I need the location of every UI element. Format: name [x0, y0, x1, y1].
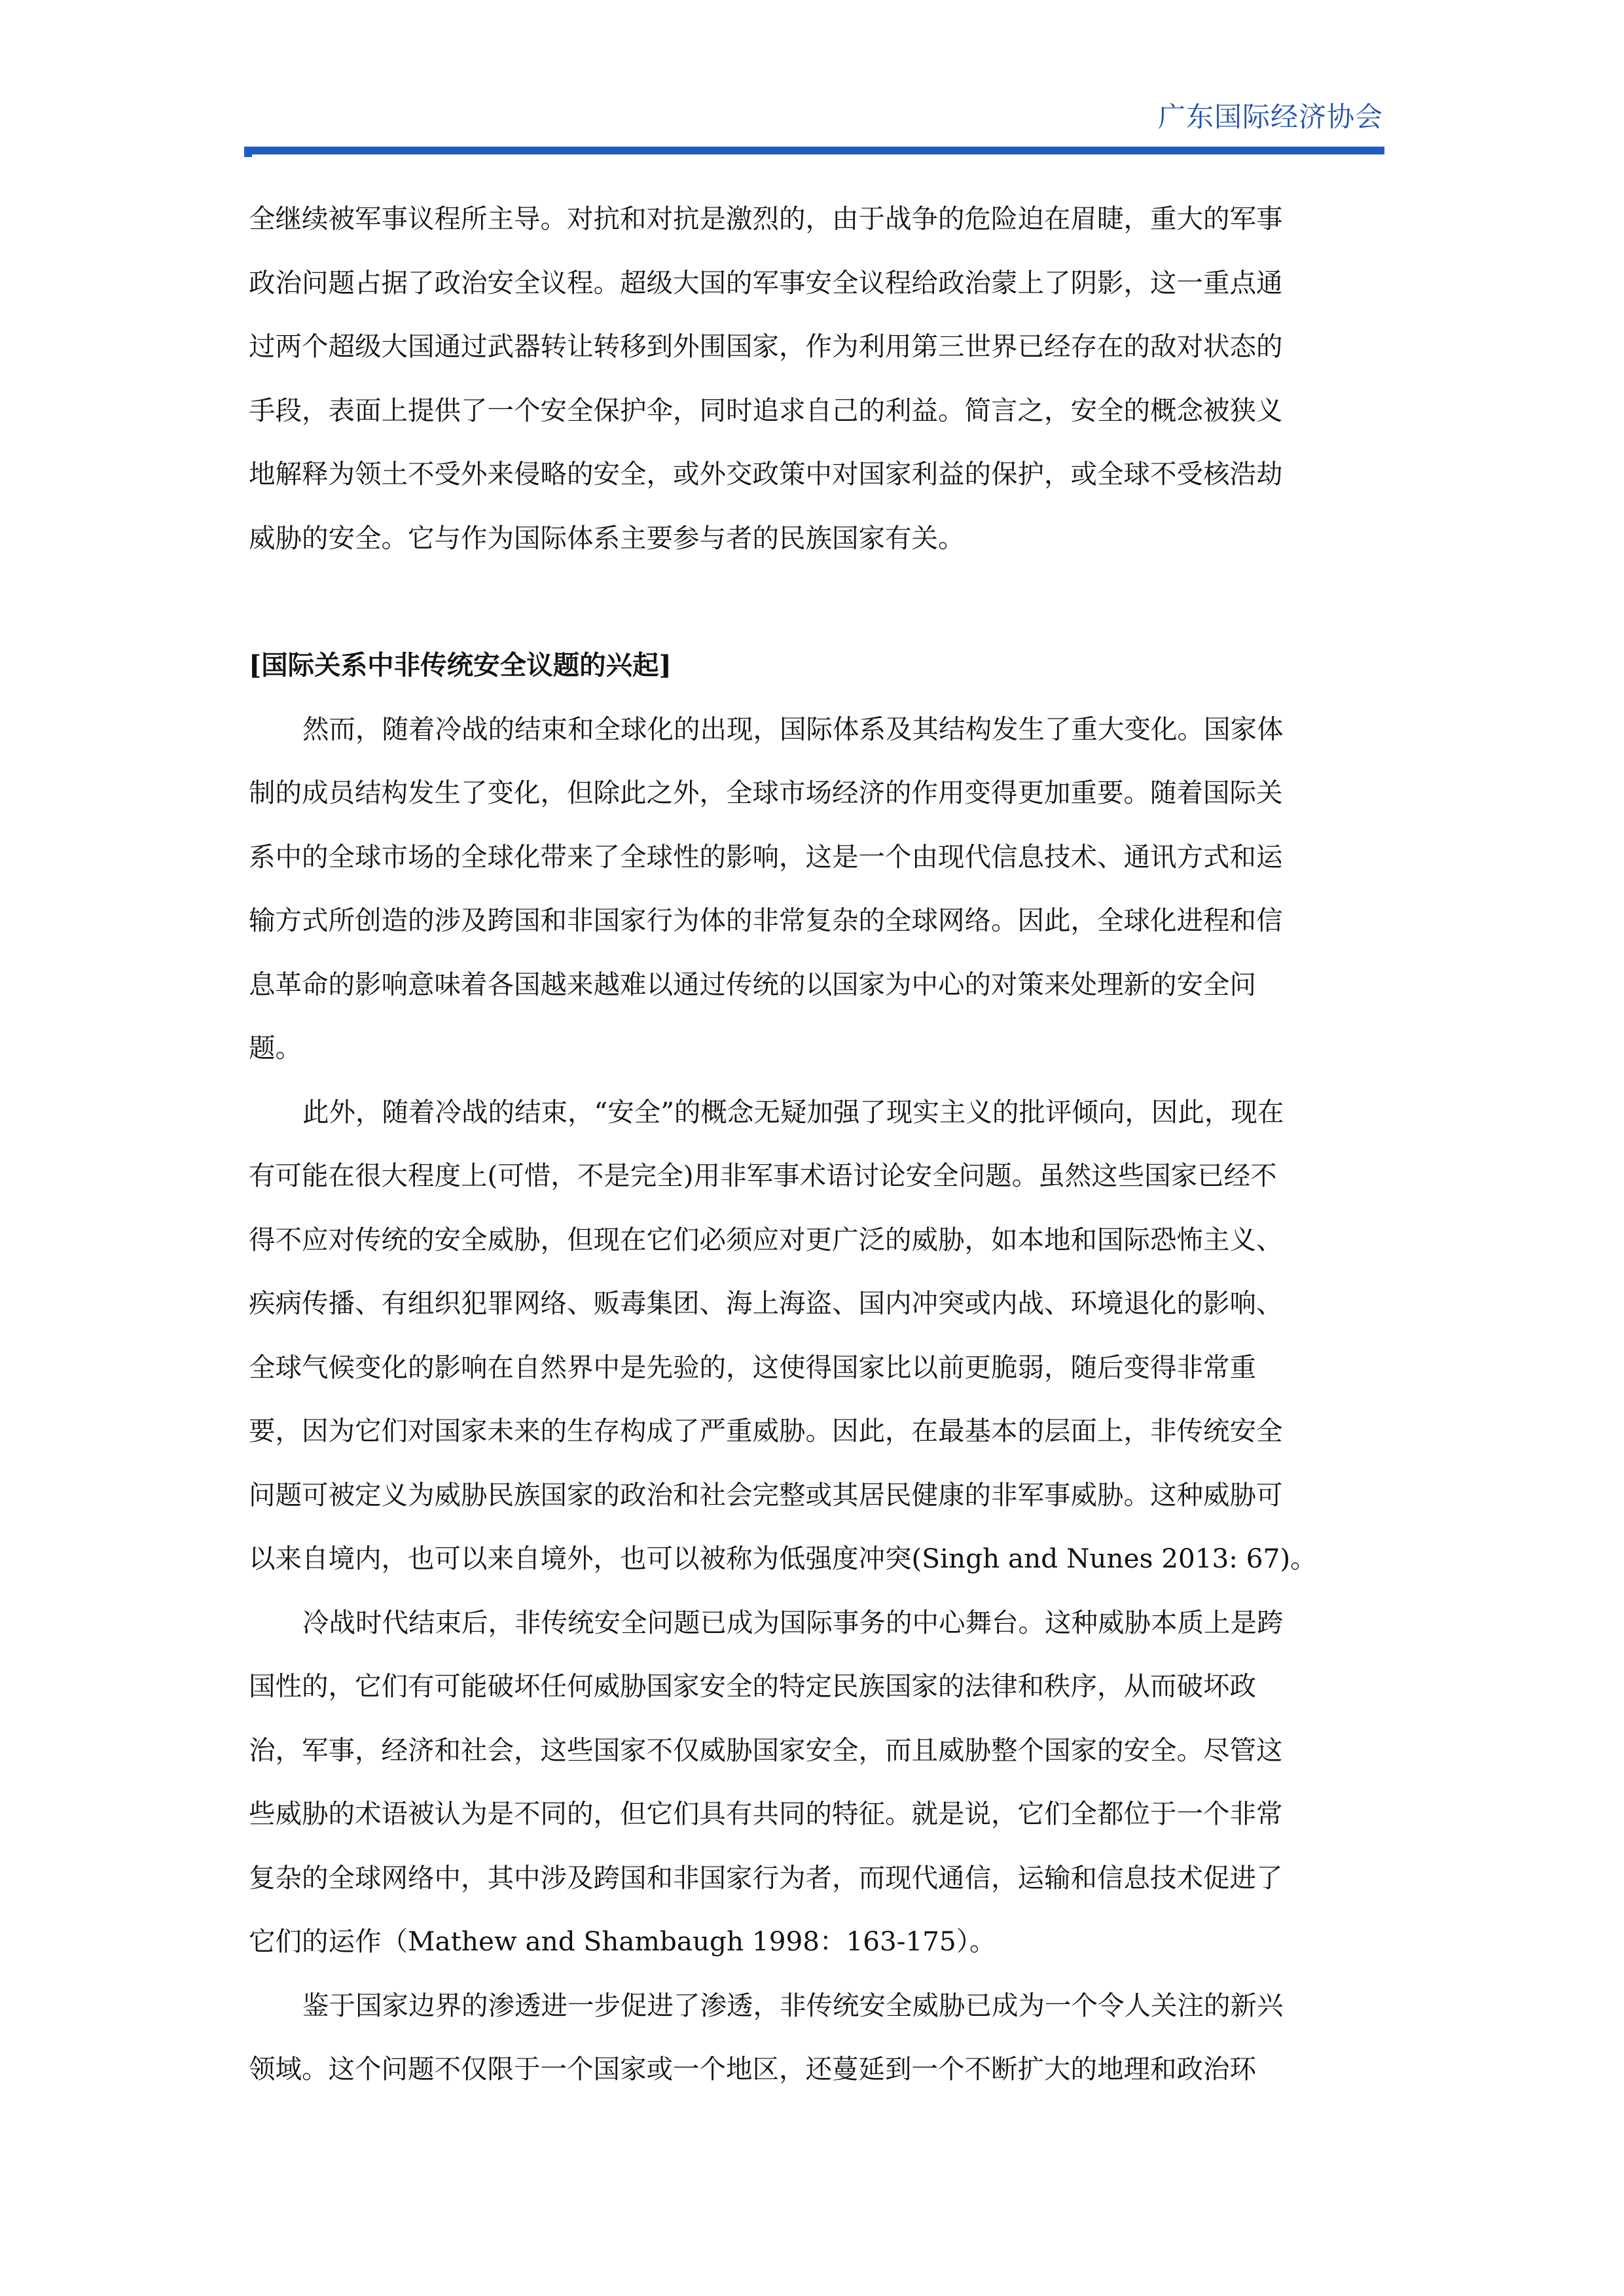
paragraph-3	[249, 1591, 1365, 1974]
text-line: 它们的运作（Mathew and Shambaugh 1998：163-175）。	[249, 1926, 996, 1957]
text-line: 有可能在很大程度上(可惜，不是完全)用非军事术语讨论安全问题。虽然这些国家已经不	[249, 1160, 1277, 1191]
text-line: 此外，随着冷战的结束，“安全”的概念无疑加强了现实主义的批评倾向，因此，现在	[302, 1096, 1284, 1128]
header-rule-accent	[244, 154, 252, 157]
document-body	[249, 187, 1365, 2102]
paragraph-1	[249, 698, 1365, 1081]
text-line: 复杂的全球网络中，其中涉及跨国和非国家行为者，而现代通信，运输和信息技术促进了	[249, 1861, 1283, 1893]
text-line: 以来自境内，也可以来自境外，也可以被称为低强度冲突(Singh and Nunes 2013: 67)。	[249, 1543, 1317, 1574]
text-line: 政治问题占据了政治安全议程。超级大国的军事安全议程给政治蒙上了阴影，这一重点通	[249, 266, 1283, 298]
text-line: 领域。这个问题不仅限于一个国家或一个地区，还蔓延到一个不断扩大的地理和政治环	[249, 2053, 1256, 2085]
text-line: 问题可被定义为威胁民族国家的政治和社会完整或其居民健康的非军事威胁。这种威胁可	[249, 1479, 1283, 1511]
header-rule	[244, 147, 1384, 154]
text-line: 冷战时代结束后，非传统安全问题已成为国际事务的中心舞台。这种威胁本质上是跨	[302, 1606, 1284, 1638]
text-line: 地解释为领土不受外来侵略的安全，或外交政策中对国家利益的保护，或全球不受核浩劫	[249, 458, 1283, 490]
text-line: 威胁的安全。它与作为国际体系主要参与者的民族国家有关。	[249, 522, 965, 554]
text-line: 国性的，它们有可能破坏任何威胁国家安全的特定民族国家的法律和秩序，从而破坏政	[249, 1670, 1256, 1702]
text-line: 治，军事，经济和社会，这些国家不仅威胁国家安全，而且威胁整个国家的安全。尽管这	[249, 1734, 1283, 1766]
text-line: 疾病传播、有组织犯罪网络、贩毒集团、海上海盗、国内冲突或内战、环境退化的影响、	[249, 1287, 1283, 1319]
text-line: 过两个超级大国通过武器转让转移到外围国家，作为利用第三世界已经存在的敌对状态的	[249, 331, 1283, 362]
paragraph-4	[249, 1974, 1365, 2102]
text-line: 制的成员结构发生了变化，但除此之外，全球市场经济的作用变得更加重要。随着国际关	[249, 777, 1283, 808]
text-line: 然而，随着冷战的结束和全球化的出现，国际体系及其结构发生了重大变化。国家体	[302, 713, 1284, 745]
text-line: 鉴于国家边界的渗透进一步促进了渗透，非传统安全威胁已成为一个令人关注的新兴	[302, 1989, 1284, 2021]
text-line: 系中的全球市场的全球化带来了全球性的影响，这是一个由现代信息技术、通讯方式和运	[249, 840, 1283, 872]
text-line: 全球气候变化的影响在自然界中是先验的，这使得国家比以前更脆弱，随后变得非常重	[249, 1351, 1256, 1383]
text-line: 些威胁的术语被认为是不同的，但它们具有共同的特征。就是说，它们全都位于一个非常	[249, 1798, 1283, 1829]
text-line: 息革命的影响意味着各国越来越难以通过传统的以国家为中心的对策来处理新的安全问	[249, 968, 1256, 1000]
section-heading: [国际关系中非传统安全议题的兴起]	[249, 649, 672, 681]
text-line: 输方式所创造的涉及跨国和非国家行为体的非常复杂的全球网络。因此，全球化进程和信	[249, 905, 1283, 936]
paragraph-2	[249, 1081, 1365, 1591]
text-line: 全继续被军事议程所主导。对抗和对抗是激烈的，由于战争的危险迫在眉睫，重大的军事	[249, 203, 1283, 234]
text-line: 题。	[249, 1032, 302, 1064]
intro-paragraph	[249, 187, 1365, 570]
section-spacer	[249, 570, 1365, 634]
header-organization-name: 广东国际经济协会	[1157, 101, 1383, 133]
text-line: 手段，表面上提供了一个安全保护伞，同时追求自己的利益。简言之，安全的概念被狭义	[249, 394, 1283, 426]
text-line: 得不应对传统的安全威胁，但现在它们必须应对更广泛的威胁，如本地和国际恐怖主义、	[249, 1223, 1283, 1255]
text-line: 要，因为它们对国家未来的生存构成了严重威胁。因此，在最基本的层面上，非传统安全	[249, 1415, 1283, 1446]
